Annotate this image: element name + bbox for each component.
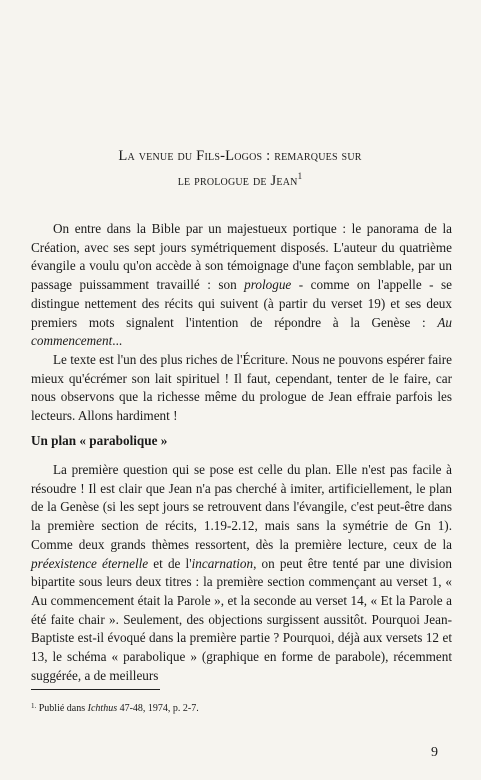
- paragraph-intro-emphasis-commencement: Au commencement: [31, 314, 452, 349]
- paragraph-intro-text-1: On entre dans la Bible par un majestueux portique : le panorama de la Création, avec ses sept jours symétriquement disposés. L'auteur du quatrième évangile a voulu qu'on accède à son témoignage d'une façon semblable, par un passage puissamment travaillé : son: [31, 221, 452, 293]
- paragraph-richness: Le texte est l'un des plus riches de l'Écriture. Nous ne pouvons espérer faire mieux qu'écrémer son lait spirituel ! Il faut, cependant, tenter de le faire, car nous observons que la richesse même du prologue de Jean effraie parfois les lecteurs. Allons hardiment !: [31, 352, 452, 424]
- footnote-journal: Ichthus: [87, 703, 118, 714]
- paragraph-plan-emphasis-incarnation: incarnation: [191, 555, 254, 571]
- footnote-marker: 1.: [31, 702, 37, 710]
- paragraph-plan: [31, 461, 452, 685]
- paragraph-plan-emphasis-preexistence: préexistence éternelle: [31, 555, 149, 571]
- footnote-divider: [31, 689, 160, 690]
- paragraph-intro: [31, 220, 452, 351]
- page-number: 9: [431, 745, 438, 760]
- paragraph-plan-text-3: , on peut être tenté par une division bipartite sous leurs deux titres : la première section commençant au verset 1, « Au commencement était la Parole », et la seconde au verset 14, « Et la Parole a été faite chair ». Seulement, des objections surgissent aussitôt. Pourquoi Jean-Baptiste est-il évoqué dans la première partie ? Pourquoi, déjà aux versets 12 et 13, le schéma « parabolique » (graphique en forme de parabole), récemment suggérée, a de meilleurs: [31, 555, 452, 683]
- paragraph-plan-text-1: La première question qui se pose est celle du plan. Elle n'est pas facile à résoudre ! Il est clair que Jean n'a pas cherché à imiter, artificiellement, le plan de la Genèse (si les sept jours se retrouvent dans l'évangile, c'est peut-être dans la première section de récits, 1.19-2.12, mais sans la symétrie de Gn 1). Comme deux grands thèmes ressortent, dès la première lecture, ceux de la: [31, 462, 452, 552]
- section-heading: Un plan « parabolique »: [31, 433, 168, 448]
- paragraph-intro-text-2: - comme on l'appelle - se distingue nettement des récits qui suivent (à partir du verset 19) et ses deux premiers mots signalent l'intention de répondre à la Genèse :: [31, 277, 453, 330]
- title-footnote-ref: 1: [297, 171, 303, 181]
- paragraph-plan-text-2: et de l': [148, 555, 192, 571]
- paragraph-intro-text-3: ...: [112, 333, 123, 349]
- chapter-title: [40, 146, 440, 191]
- chapter-title-line-1: La venue du Fils-Logos : remarques sur: [118, 148, 362, 164]
- footnote-text-1: Publié dans: [36, 703, 88, 714]
- footnote-text-2: 47-48, 1974, p. 2-7.: [117, 703, 199, 714]
- chapter-title-line-2-text: le prologue de Jean: [177, 173, 298, 189]
- chapter-title-line-2: [40, 166, 440, 191]
- paragraph-intro-emphasis-prologue: prologue: [244, 277, 292, 293]
- footnote: [31, 699, 199, 716]
